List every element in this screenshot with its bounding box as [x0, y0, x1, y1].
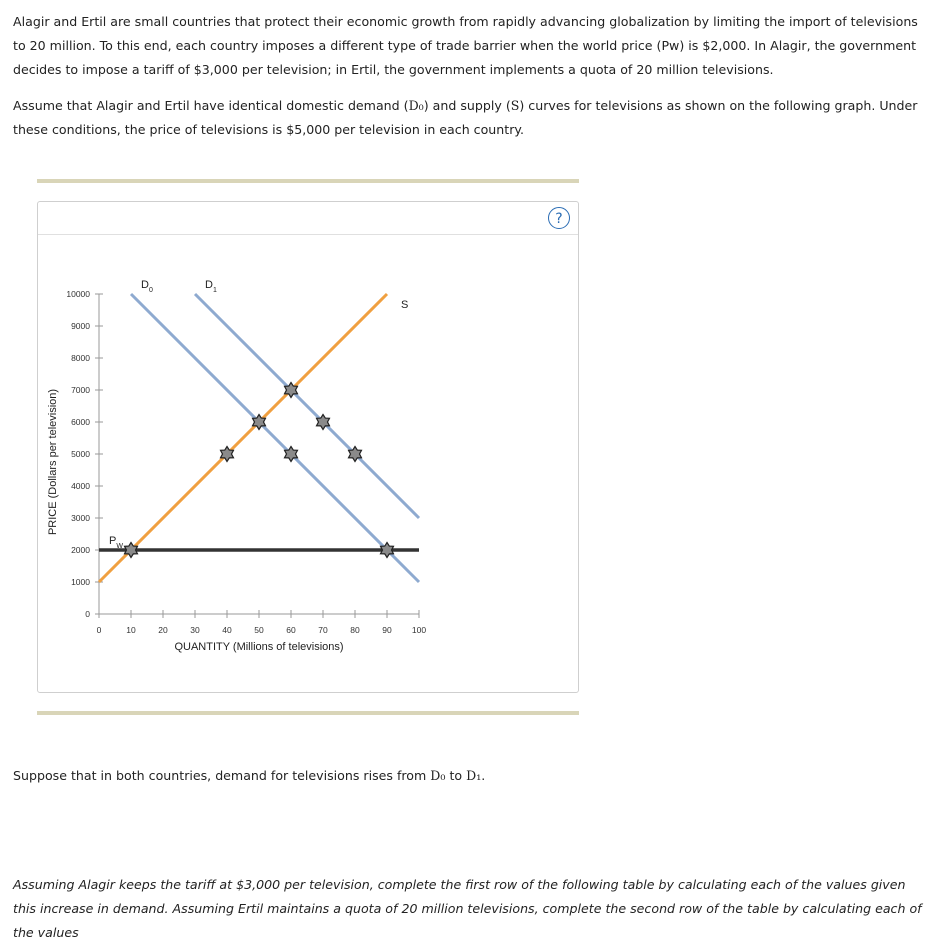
y-tick-label: 6000: [71, 417, 90, 427]
demand-shift-part-a: Suppose that in both countries, demand for televisions rises from: [13, 768, 431, 783]
intro-paragraph-1: Alagir and Ertil are small countries that protect their economic growth from rapidly advancing globalization by limiting the import of televisions to 20 million. To this end, each country imposes a different type of trade barrier when the world price (Pw) is $2,000. In Alagir, the government decides to impose a tariff of $3,000 per television; in Ertil, the government implements a quota of 20 million televisions.: [13, 14, 918, 77]
demand-shift-part-b: to: [445, 768, 467, 783]
x-tick-label: 90: [382, 625, 392, 635]
axes-group: [66, 289, 426, 635]
y-tick-label: 0: [85, 609, 90, 619]
curve-label-d1: $D_1$: [205, 279, 217, 294]
x-tick-label: 80: [350, 625, 360, 635]
y-tick-label: 9000: [71, 321, 90, 331]
y-tick-label: 8000: [71, 353, 90, 363]
top-divider: [37, 179, 579, 183]
graph-panel: [37, 201, 579, 693]
intro-paragraph-2: [13, 94, 928, 142]
y-tick-label: 2000: [71, 545, 90, 555]
curve-label-subscript: 1: [212, 287, 217, 294]
x-tick-label: 70: [318, 625, 328, 635]
curve-s: [99, 294, 387, 582]
instructions-text: Assuming Alagir keeps the tariff at $3,000 per television, complete the first row of the following table by calculating each of the values given this increase in demand. Assuming Ertil maintains a quota of 20 million televisions, complete the second row of the table by calculating each of the values: [13, 877, 922, 940]
y-axis-label: PRICE (Dollars per television): [47, 388, 59, 536]
x-tick-label: 100: [411, 625, 427, 635]
help-icon[interactable]: ?: [548, 207, 570, 229]
demand-shift-d1: D₁: [466, 768, 482, 783]
x-tick-label: 50: [254, 625, 264, 635]
demand-shift-text: [13, 764, 928, 788]
x-tick-label: 10: [126, 625, 136, 635]
s-symbol: S: [510, 98, 520, 113]
markers-group[interactable]: [125, 383, 394, 558]
y-tick-label: 4000: [71, 481, 90, 491]
x-tick-label: 0: [96, 625, 102, 635]
x-tick-label: 40: [222, 625, 232, 635]
intro-p2-part-b: ) and supply (: [423, 98, 511, 113]
y-tick-label: 1000: [71, 577, 90, 587]
curve-d0: [131, 294, 419, 582]
x-tick-label: 20: [158, 625, 168, 635]
intro-p2-part-a: Assume that Alagir and Ertil have identical domestic demand (: [13, 98, 409, 113]
intro-p2-part-c: ) curves for televisions as shown on the following graph. Under these conditions, the price of televisions is $5,000 per television in each country.: [13, 98, 918, 137]
x-tick-label: 60: [286, 625, 296, 635]
curve-label-subscript: 0: [148, 287, 153, 294]
graph-chart[interactable]: [38, 202, 578, 692]
x-axis-label: QUANTITY (Millions of televisions): [174, 641, 344, 653]
curve-label-s: S: [401, 299, 409, 311]
demand-shift-part-c: .: [481, 768, 486, 783]
y-tick-label: 5000: [71, 449, 90, 459]
demand-shift-d0: D₀: [430, 768, 446, 783]
y-tick-label: 7000: [71, 385, 90, 395]
labels-group: [47, 279, 408, 653]
y-tick-label: 3000: [71, 513, 90, 523]
d0-symbol: D₀: [408, 98, 424, 113]
curve-label-pw: $P_W$: [109, 535, 123, 550]
curve-label-subscript: W: [116, 543, 123, 550]
curve-label-d0: $D_0$: [141, 279, 153, 294]
x-tick-label: 30: [190, 625, 200, 635]
y-tick-label: 10000: [66, 289, 90, 299]
bottom-divider: [37, 711, 579, 715]
curve-d1: [195, 294, 419, 518]
curves-group: [99, 294, 419, 582]
